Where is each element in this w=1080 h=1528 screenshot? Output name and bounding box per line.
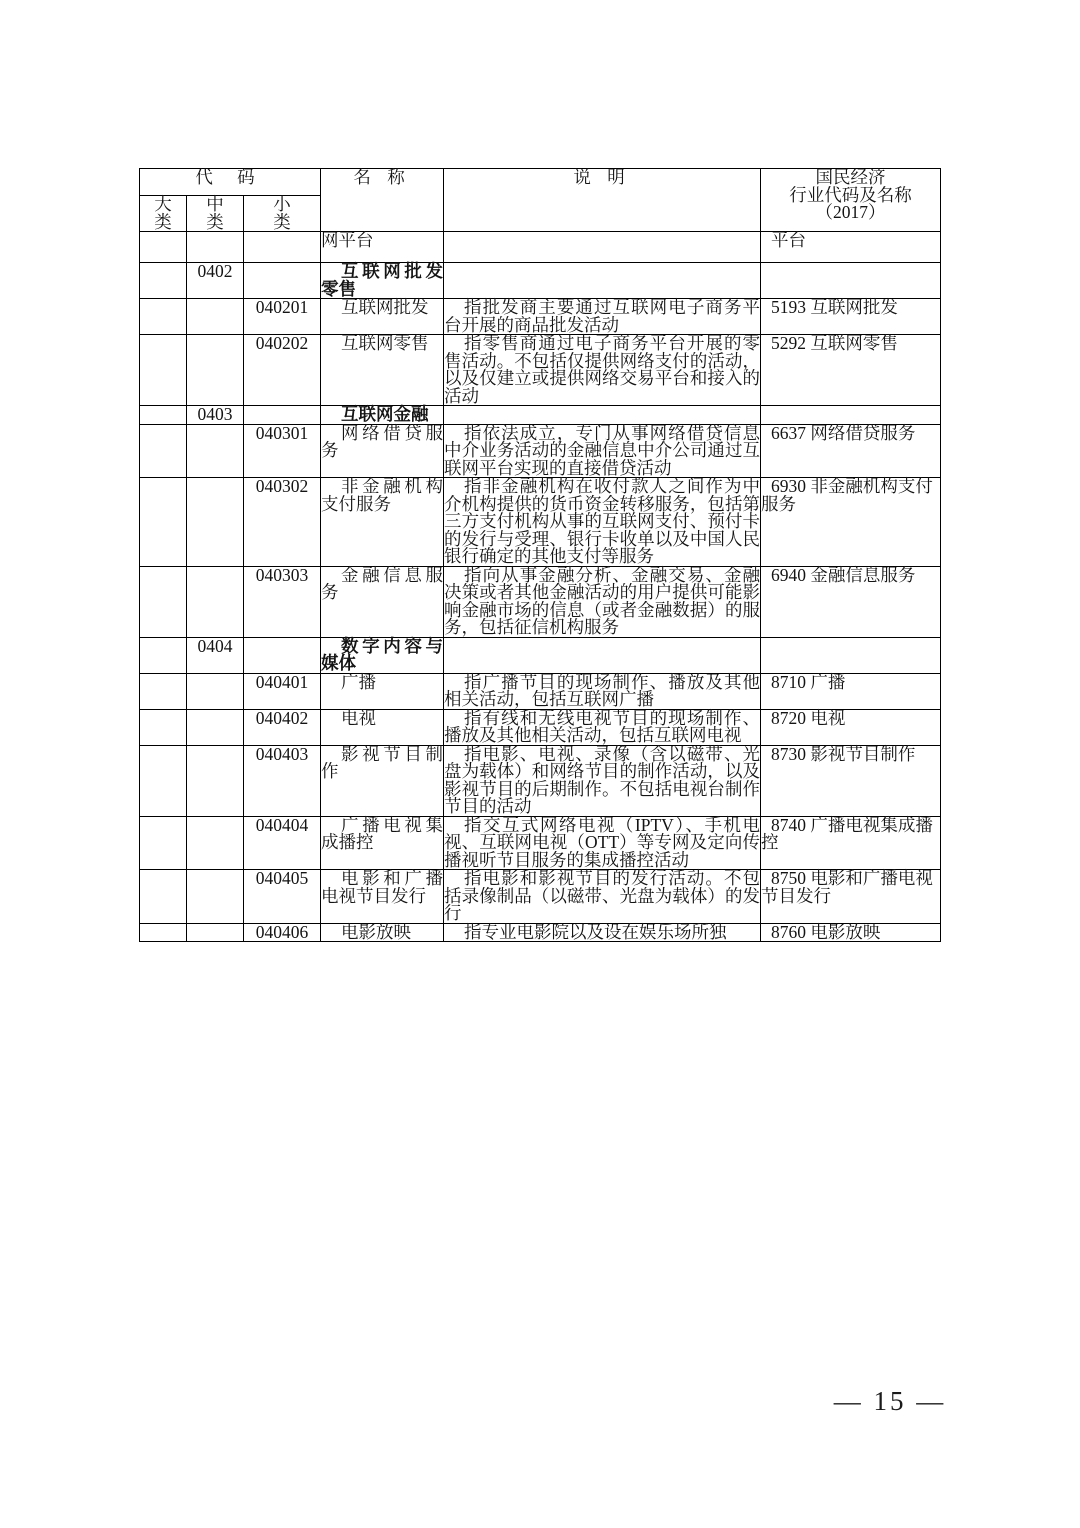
cell-national-code xyxy=(761,637,941,673)
cell-national-code: 8750 电影和广播电视节目发行 xyxy=(761,870,941,924)
table-header xyxy=(140,169,941,232)
cell-category-name: 互联网零售 xyxy=(321,335,444,406)
cell-mid-code xyxy=(187,478,244,567)
cell-minor-code: 040301 xyxy=(244,424,321,478)
header-mid-class-l2: 类 xyxy=(206,211,224,232)
cell-national-code: 平台 xyxy=(761,232,941,263)
cell-national-code xyxy=(761,406,941,425)
cell-minor-code: 040302 xyxy=(244,478,321,567)
cell-national-code: 5292 互联网零售 xyxy=(761,335,941,406)
header-major-class xyxy=(140,196,187,232)
cell-mid-code xyxy=(187,923,244,942)
cell-minor-code: 040404 xyxy=(244,816,321,870)
cell-minor-code: 040402 xyxy=(244,709,321,745)
cell-minor-code xyxy=(244,637,321,673)
cell-category-name: 互联网批发零售 xyxy=(321,261,444,299)
cell-category-name: 电影放映 xyxy=(321,923,444,942)
table-row xyxy=(140,816,941,870)
cell-description: 指向从事金融分析、金融交易、金融决策或者其他金融活动的用户提供可能影响金融市场的信息（或者金融数据）的服务，包括征信机构服务 xyxy=(444,564,761,637)
cell-minor-code xyxy=(244,406,321,425)
cell-description: 指有线和无线电视节目的现场制作、播放及其他相关活动，包括互联网电视 xyxy=(444,707,761,745)
cell-major-code xyxy=(140,478,187,567)
header-name: 名 称 xyxy=(321,169,444,232)
cell-minor-code: 040201 xyxy=(244,299,321,335)
header-national-code-line1: 国民经济 xyxy=(815,167,886,187)
cell-national-code: 8720 电视 xyxy=(761,709,941,745)
cell-mid-code: 0403 xyxy=(187,406,244,425)
header-description: 说 明 xyxy=(444,169,761,232)
header-code-group: 代 码 xyxy=(140,169,321,196)
header-minor-class xyxy=(244,196,321,232)
cell-description xyxy=(444,263,761,299)
table-row xyxy=(140,299,941,335)
header-mid-class-l1: 中 xyxy=(206,194,224,214)
cell-major-code xyxy=(140,745,187,816)
cell-description: 指电影、电视、录像（含以磁带、光盘为载体）和网络节目的制作活动，以及影视节目的后期制作。不包括电视台制作节目的活动 xyxy=(444,743,761,816)
cell-category-name: 电影和广播电视节目发行 xyxy=(321,870,444,924)
cell-national-code: 5193 互联网批发 xyxy=(761,299,941,335)
cell-description xyxy=(444,232,761,263)
header-national-code xyxy=(761,169,941,232)
cell-mid-code xyxy=(187,232,244,263)
cell-category-name: 数字内容与媒体 xyxy=(321,635,444,673)
header-mid-class xyxy=(187,196,244,232)
cell-mid-code: 0404 xyxy=(187,637,244,673)
cell-category-name: 网络借贷服务 xyxy=(321,424,444,478)
cell-minor-code: 040303 xyxy=(244,566,321,637)
cell-national-code xyxy=(761,263,941,299)
cell-description: 指零售商通过电子商务平台开展的零售活动。不包括仅提供网络支付的活动，以及仅建立或提供网络交易平台和接入的活动 xyxy=(444,333,761,406)
cell-category-name: 非金融机构支付服务 xyxy=(321,478,444,567)
table-row xyxy=(140,673,941,709)
cell-mid-code xyxy=(187,673,244,709)
cell-major-code xyxy=(140,870,187,924)
cell-mid-code: 0402 xyxy=(187,263,244,299)
cell-description xyxy=(444,637,761,673)
industry-classification-table xyxy=(139,168,941,942)
cell-minor-code: 040403 xyxy=(244,745,321,816)
header-major-class-l2: 类 xyxy=(154,211,172,232)
table-row xyxy=(140,637,941,673)
cell-major-code xyxy=(140,566,187,637)
cell-category-name: 网平台 xyxy=(321,232,444,263)
cell-description: 指广播节目的现场制作、播放及其他相关活动，包括互联网广播 xyxy=(444,671,761,709)
cell-national-code: 6930 非金融机构支付服务 xyxy=(761,478,941,567)
cell-national-code: 8730 影视节目制作 xyxy=(761,745,941,816)
table-body xyxy=(140,232,941,942)
cell-national-code: 8710 广播 xyxy=(761,673,941,709)
cell-major-code xyxy=(140,424,187,478)
cell-national-code: 6637 网络借贷服务 xyxy=(761,424,941,478)
page-folio xyxy=(0,1386,1080,1417)
cell-mid-code xyxy=(187,709,244,745)
cell-minor-code: 040406 xyxy=(244,923,321,942)
cell-category-name: 广播 xyxy=(321,673,444,709)
table-row xyxy=(140,263,941,299)
table-row xyxy=(140,745,941,816)
cell-minor-code xyxy=(244,232,321,263)
cell-national-code: 6940 金融信息服务 xyxy=(761,566,941,637)
cell-major-code xyxy=(140,232,187,263)
cell-category-name: 金融信息服务 xyxy=(321,566,444,637)
table-row xyxy=(140,335,941,406)
cell-mid-code xyxy=(187,870,244,924)
cell-mid-code xyxy=(187,335,244,406)
header-row-group xyxy=(140,169,941,196)
cell-major-code xyxy=(140,335,187,406)
cell-description: 指依法成立，专门从事网络借贷信息中介业务活动的金融信息中介公司通过互联网平台实现的直接借贷活动 xyxy=(444,422,761,478)
header-minor-class-l2: 类 xyxy=(273,211,291,232)
cell-major-code xyxy=(140,263,187,299)
table-row xyxy=(140,709,941,745)
cell-minor-code: 040401 xyxy=(244,673,321,709)
cell-description: 指非金融机构在收付款人之间作为中介机构提供的货币资金转移服务，包括第三方支付机构从事的互联网支付、预付卡的发行与受理、银行卡收单以及中国人民银行确定的其他支付等服务 xyxy=(444,476,761,566)
cell-category-name: 互联网金融 xyxy=(321,406,444,425)
cell-description: 指专业电影院以及设在娱乐场所独 xyxy=(444,923,761,942)
cell-description xyxy=(444,406,761,425)
cell-description: 指电影和影视节目的发行活动。不包括录像制品（以磁带、光盘为载体）的发行 xyxy=(444,868,761,923)
table-row xyxy=(140,566,941,637)
cell-major-code xyxy=(140,637,187,673)
cell-minor-code xyxy=(244,263,321,299)
page-number: — 15 — xyxy=(833,1386,947,1416)
cell-major-code xyxy=(140,923,187,942)
cell-national-code: 8760 电影放映 xyxy=(761,923,941,942)
cell-mid-code xyxy=(187,299,244,335)
header-national-code-line2: 行业代码及名称 xyxy=(789,184,912,205)
cell-mid-code xyxy=(187,816,244,870)
cell-national-code: 8740 广播电视集成播控 xyxy=(761,816,941,870)
table-row xyxy=(140,424,941,478)
cell-description: 指批发商主要通过互联网电子商务平台开展的商品批发活动 xyxy=(444,297,761,335)
cell-major-code xyxy=(140,299,187,335)
table-row xyxy=(140,870,941,924)
cell-description: 指交互式网络电视（IPTV）、手机电视、互联网电视（OTT）等专网及定向传播视听节目服务的集成播控活动 xyxy=(444,814,761,870)
header-major-class-l1: 大 xyxy=(154,194,172,214)
cell-major-code xyxy=(140,673,187,709)
cell-category-name: 互联网批发 xyxy=(321,299,444,335)
header-national-code-line3: （2017） xyxy=(815,202,886,222)
table-row xyxy=(140,406,941,425)
cell-mid-code xyxy=(187,424,244,478)
cell-mid-code xyxy=(187,745,244,816)
cell-minor-code: 040405 xyxy=(244,870,321,924)
table-row xyxy=(140,478,941,567)
table-row xyxy=(140,923,941,942)
header-minor-class-l1: 小 xyxy=(273,194,291,214)
cell-minor-code: 040202 xyxy=(244,335,321,406)
cell-category-name: 电视 xyxy=(321,709,444,745)
cell-major-code xyxy=(140,709,187,745)
table-row xyxy=(140,232,941,263)
cell-category-name: 影视节目制作 xyxy=(321,745,444,816)
cell-major-code xyxy=(140,406,187,425)
cell-major-code xyxy=(140,816,187,870)
cell-mid-code xyxy=(187,566,244,637)
cell-category-name: 广播电视集成播控 xyxy=(321,816,444,870)
